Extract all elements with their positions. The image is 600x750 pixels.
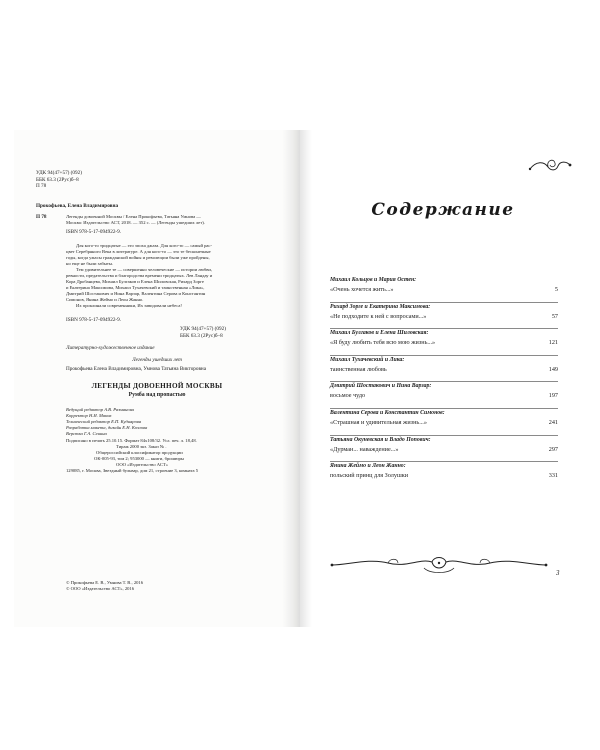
print-line: Тираж 2000 экз. Заказ № . [116,444,167,449]
toc-divider [330,302,558,303]
toc-page-number: 197 [548,392,558,400]
annotation-line: годы, когда ужасы гражданской войны и революции были уже пройдены, [66,255,210,260]
toc-entry-heading: Валентина Серова и Константин Симонов: [330,409,445,416]
toc-divider [330,328,558,329]
annotation [66,243,284,309]
toc-page-number: 149 [548,365,558,373]
toc-page-number: 241 [548,418,558,426]
staff-line: Корректор Н.И. Маков [66,413,112,418]
udk-line: УДК 94(47+57) (092) [36,170,82,176]
bbk-line: ББК 63.3 (2Рус)б–8 [180,332,223,339]
annotation-line: и Екатерина Максимова, Михаил Тухачевский и таинственная «Лика», [66,285,205,290]
copyright-block [66,580,143,592]
toc-entry[interactable] [330,330,558,357]
print-line: ОК-005-93, том 2; 953000 — книги, брошюры [94,456,184,461]
print-info [66,438,286,474]
toc-divider [330,408,558,409]
bbk-line: ББК 63.3 (2Рус)б–8 [36,176,79,183]
author-code: П 78 [36,214,47,220]
biblio-line: Легенды довоенной Москвы / Елена Прокофьева, Татьяна Умнова — [66,214,201,219]
print-line: 129085, г. Москва, Звездный бульвар, дом 21, строение 3, комната 5 [66,468,199,473]
staff-line: Верстка Г.А. Сенина [66,431,107,436]
annotation-line: Их проклинали современники, Их завидовали небеса! [76,303,182,308]
edition-type: Литературно-художественное издание [66,345,155,351]
toc-entry-heading: Рихард Зорге и Екатерина Максимова: [330,303,431,310]
toc-divider [330,461,558,462]
toc-divider [330,355,558,356]
annotation-line: цвет Серебряного Века в литературе. А для кого-то — это те бесконечные [66,249,211,254]
annotation-line: Для кого-то тридцатые — это эпоха джаза. Для кого-то — самый рас- [76,243,212,248]
book-title: ЛЕГЕНДЫ ДОВОЕННОЙ МОСКВЫ [91,382,223,390]
annotation-line: но еще не были забыты. [66,261,114,266]
toc-entry[interactable] [330,410,558,437]
bibliographic-record [66,214,276,226]
contents-heading: Содержание [371,200,515,220]
udk-right-block [180,326,226,339]
toc-entry[interactable] [330,383,558,410]
toc-entry-heading: Михаил Кольцов и Мария Остен: [330,277,417,283]
isbn-line-2: ISBN 978-5-17-094922-9. [66,317,122,323]
toc-page-number: 297 [548,445,558,453]
left-page-imprint [14,130,300,627]
toc-entry-heading: Татьяна Окуневская и Владо Попович: [330,436,431,443]
annotation-line: Тем удивительнее те — совершенно человеческие — истории любви, [76,267,213,272]
toc-entry-title: «Очень хочется жить...» [330,286,394,293]
copyright-line: © ООО «Издательство АСТ», 2016 [66,586,135,591]
gutter-shadow [282,130,300,627]
top-flourish-ornament [528,157,572,175]
book-spread [14,130,586,627]
staff-line: Ведущий редактор А.В. Разманова [66,407,134,412]
print-line: Общероссийский классификатор продукции [96,450,183,455]
book-subtitle: Румба над пропастью [128,392,186,398]
right-page-contents [300,130,586,627]
author-name: Прокофьева, Елена Владимировна [36,203,119,209]
authors-line: Прокофьева Елена Владимировна, Умнова Татьяна Викторовна [66,366,207,372]
toc-page-number: 5 [554,286,558,293]
copyright-line: © Прокофьева Е. В., Умнова Т. В., 2016 [66,580,144,585]
toc-entry-title: «Я буду любить тебя всю мою жизнь...» [330,339,436,347]
print-line: ООО «Издательство АСТ» [116,462,168,467]
toc-page-number: 121 [548,339,558,347]
toc-page-number: 331 [548,472,558,480]
table-of-contents [330,277,558,490]
toc-entry-heading: Михаил Булгаков и Елена Шиловская: [330,330,429,337]
editorial-staff [66,407,147,437]
udk-line: УДК 94(47+57) (092) [180,326,226,332]
annotation-line: Симонов, Янина Жеймо и Леон Жанно. [66,297,144,302]
staff-line: Разработка макета, дизайн Е.Н. Козлова [66,425,148,430]
annotation-line: ревности, предательства и благородства времени тридцатых. Лев Ландау и [66,273,213,278]
toc-divider [330,435,558,436]
page-number: 3 [556,569,560,577]
author-mark-line: П 78 [36,183,47,190]
staff-line: Технический редактор Е.П. Кудиярова [66,419,142,424]
udk-block [36,170,82,190]
toc-entry-heading: Дмитрий Шостакович и Нина Варзар: [330,383,432,390]
toc-entry[interactable] [330,357,558,384]
toc-entry-title: «Дурман... наваждение...» [330,445,399,453]
toc-entry[interactable] [330,463,558,490]
biblio-line: Москва: Издательство АСТ, 2018. — 352 с. — (Легенды ушедших лет). [66,220,205,225]
annotation-line: Кора Дробанцева, Михаил Булгаков и Елена Шиловская, Рихард Зорге [66,279,204,284]
toc-entry-title: польский принц для Золушки [330,472,409,480]
toc-entry-title: таинственная любовь [330,365,387,373]
series-name: Легенды ушедших лет [132,357,182,363]
toc-entry[interactable] [330,304,558,331]
toc-entry-heading: Михаил Тухачевский и Лика: [330,356,405,363]
annotation-line: Дмитрий Шостакович и Нина Варзар, Валентина Серова и Константин [66,291,206,296]
toc-entry[interactable] [330,437,558,464]
toc-page-number: 57 [551,312,558,320]
isbn-line: ISBN 978-5-17-094922-9. [66,229,122,235]
toc-entry-title: восьмое чудо [330,392,366,400]
bottom-flourish-ornament [328,554,550,576]
toc-entry-heading: Янина Жеймо и Леон Жанно: [330,463,406,470]
toc-entry-title: «Не подходите к ней с вопросами...» [330,312,427,320]
toc-entry[interactable] [330,277,558,304]
toc-entry-title: «Страшная и удивительная жизнь...» [330,418,427,426]
print-line: Подписано в печать 25.10.15. Формат 84х108/32. Усл. печ. л. 18,48. [66,438,197,443]
